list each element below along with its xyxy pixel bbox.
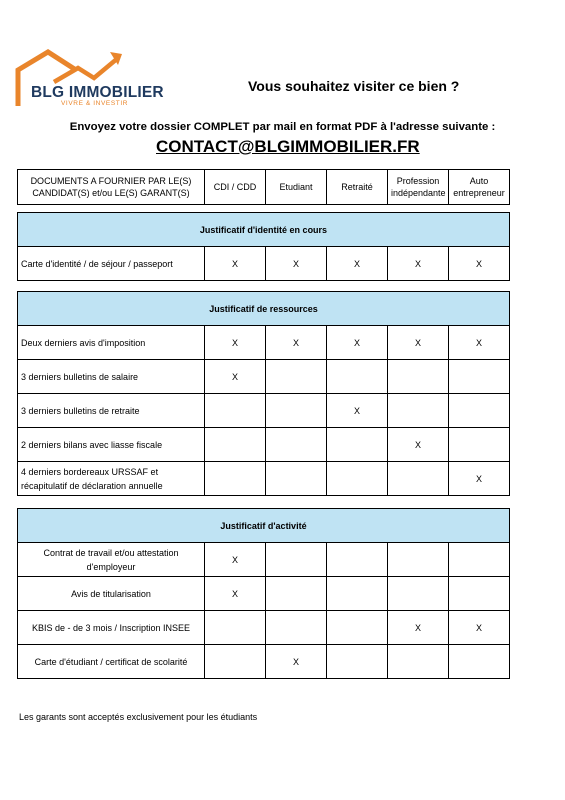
document-label: Avis de titularisation (18, 577, 205, 611)
column-header-documents: DOCUMENTS A FOURNIER PAR LE(S) CANDIDAT(S) et/ou LE(S) GARANT(S) (18, 170, 205, 205)
document-label: 4 derniers bordereaux URSSAF et récapitulatif de déclaration annuelle (18, 462, 205, 496)
mark-cell (205, 611, 266, 645)
section-ressources (17, 291, 510, 496)
document-label: 2 derniers bilans avec liasse fiscale (18, 428, 205, 462)
mark-cell (388, 360, 449, 394)
mark-cell (449, 543, 510, 577)
mark-cell: X (449, 326, 510, 360)
footer-note: Les garants sont acceptés exclusivement pour les étudiants (19, 712, 258, 722)
table-row (18, 247, 510, 281)
mark-cell (327, 543, 388, 577)
document-label: KBIS de - de 3 mois / Inscription INSEE (18, 611, 205, 645)
logo-brand: BLG IMMOBILIER (31, 84, 164, 101)
document-label: 3 derniers bulletins de salaire (18, 360, 205, 394)
section-identite (17, 212, 510, 281)
mark-cell: X (327, 394, 388, 428)
mark-cell: X (205, 360, 266, 394)
mark-cell (327, 428, 388, 462)
table-row (18, 577, 510, 611)
mark-cell (388, 543, 449, 577)
mark-cell: X (388, 247, 449, 281)
mark-cell (327, 360, 388, 394)
mark-cell (266, 360, 327, 394)
mark-cell: X (266, 645, 327, 679)
mark-cell (266, 462, 327, 496)
document-label: Carte d'identité / de séjour / passeport (18, 247, 205, 281)
document-label: Carte d'étudiant / certificat de scolarité (18, 645, 205, 679)
mark-cell (388, 645, 449, 679)
table-row (18, 611, 510, 645)
instructions-text: Envoyez votre dossier COMPLET par mail en format PDF à l'adresse suivante : (69, 121, 496, 133)
table-row (18, 428, 510, 462)
mark-cell (327, 462, 388, 496)
mark-cell: X (388, 428, 449, 462)
mark-cell: X (388, 611, 449, 645)
document-label: Deux derniers avis d'imposition (18, 326, 205, 360)
column-header-profession: Profession indépendante (388, 170, 449, 205)
mark-cell: X (449, 611, 510, 645)
mark-cell (266, 577, 327, 611)
section-title: Justificatif d'identité en cours (18, 213, 510, 247)
mark-cell (449, 360, 510, 394)
mark-cell: X (449, 247, 510, 281)
column-header-cdi: CDI / CDD (205, 170, 266, 205)
mark-cell (205, 428, 266, 462)
mark-cell (327, 577, 388, 611)
column-header-auto: Auto entrepreneur (449, 170, 510, 205)
page-title: Vous souhaitez visiter ce bien ? (248, 78, 460, 94)
mark-cell (388, 577, 449, 611)
mark-cell: X (327, 247, 388, 281)
mark-cell (327, 645, 388, 679)
mark-cell (205, 645, 266, 679)
mark-cell (205, 462, 266, 496)
logo-tagline: VIVRE & INVESTIR (61, 100, 129, 107)
mark-cell: X (205, 577, 266, 611)
mark-cell: X (205, 247, 266, 281)
mark-cell: X (205, 543, 266, 577)
mark-cell: X (449, 462, 510, 496)
mark-cell: X (266, 247, 327, 281)
table-row (18, 326, 510, 360)
mark-cell (449, 428, 510, 462)
section-activite (17, 508, 510, 679)
contact-email-link[interactable]: CONTACT@BLGIMMOBILIER.FR (156, 137, 420, 156)
header-table (17, 169, 510, 205)
mark-cell: X (388, 326, 449, 360)
table-row (18, 543, 510, 577)
mark-cell (266, 611, 327, 645)
mark-cell (449, 645, 510, 679)
column-header-retraite: Retraité (327, 170, 388, 205)
mark-cell (327, 611, 388, 645)
table-row (18, 462, 510, 496)
mark-cell (205, 394, 266, 428)
mark-cell: X (327, 326, 388, 360)
mark-cell (449, 394, 510, 428)
document-label: Contrat de travail et/ou attestation d'employeur (18, 543, 205, 577)
mark-cell (266, 428, 327, 462)
table-row (18, 360, 510, 394)
section-title: Justificatif de ressources (18, 292, 510, 326)
mark-cell: X (205, 326, 266, 360)
mark-cell (266, 543, 327, 577)
document-label: 3 derniers bulletins de retraite (18, 394, 205, 428)
table-row (18, 394, 510, 428)
mark-cell (449, 577, 510, 611)
mark-cell (266, 394, 327, 428)
column-header-etudiant: Etudiant (266, 170, 327, 205)
mark-cell: X (266, 326, 327, 360)
section-title: Justificatif d'activité (18, 509, 510, 543)
mark-cell (388, 462, 449, 496)
company-logo (14, 48, 164, 110)
mark-cell (388, 394, 449, 428)
table-row (18, 645, 510, 679)
